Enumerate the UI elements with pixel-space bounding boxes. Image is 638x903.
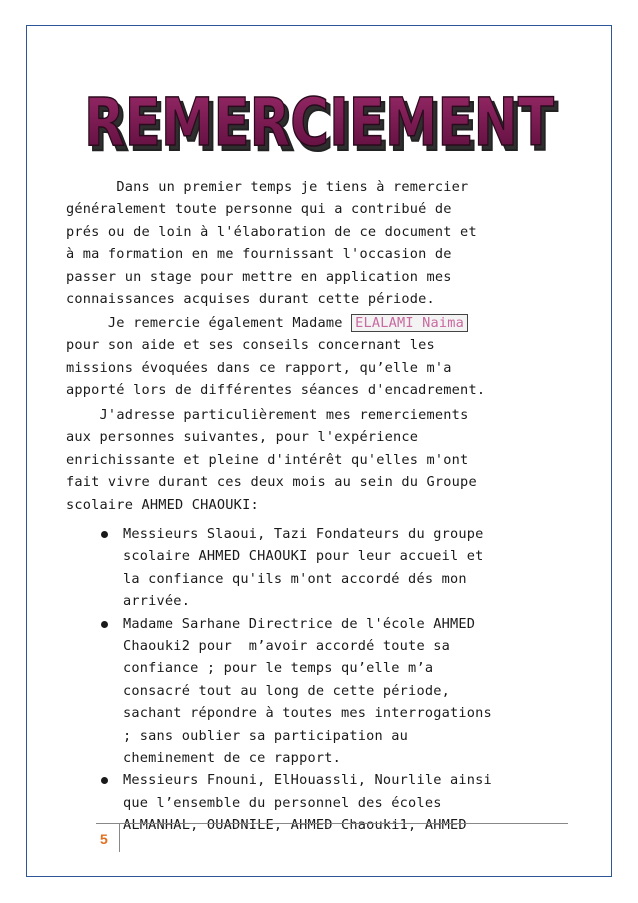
paragraph-supervisor-lead: Je remercie également Madame (66, 315, 352, 331)
list-item-text: Madame Sarhane Directrice de l'école AHMED Chaouki2 pour m’avoir accordé toute sa confiance ; pour le temps qu’elle m’a consacré tout au long de cette période, sachant répondre à toutes mes interrogations ; sans oublier sa participation au cheminement de ce rapport. (123, 615, 492, 767)
title-svg (72, 70, 566, 160)
title-wordart (72, 70, 566, 160)
footer-rule (96, 823, 568, 824)
page-number: 5 (100, 831, 108, 847)
paragraph-supervisor (66, 312, 566, 402)
paragraph-supervisor-rest: pour son aide et ses conseils concernant les missions évoquées dans ce rapport, qu’elle m'a apporté lors de différentes séances d'encadrement. (66, 337, 486, 399)
list-item (96, 613, 566, 770)
title-text: REMERCIEMENT (84, 84, 554, 160)
bullet-icon (101, 621, 108, 628)
thanks-list (96, 523, 566, 837)
page-number-divider (119, 824, 120, 852)
bullet-icon (101, 777, 108, 784)
bullet-icon (101, 531, 108, 538)
supervisor-name-highlight: ELALAMI Naima (351, 314, 468, 332)
paragraph-intro: Dans un premier temps je tiens à remercier généralement toute personne qui a contribué de prés ou de loin à l'élaboration de ce document et à ma formation en me fournissant l'occasion de passer un stage pour mettre en application mes connaissances acquises durant cette période. (66, 179, 477, 308)
title-shadow: REMERCIEMENT (88, 89, 558, 160)
list-item (96, 769, 566, 836)
list-item (96, 523, 566, 613)
list-item-text: Messieurs Slaoui, Tazi Fondateurs du groupe scolaire AHMED CHAOUKI pour leur accueil et la confiance qu'ils m'ont accordé dés mon arrivée. (123, 526, 484, 610)
paragraph-thanks-people: J'adresse particulièrement mes remerciements aux personnes suivantes, pour l'expérience enrichissante et pleine d'intérêt qu'elles m'ont fait vivre durant ces deux mois au sein du Groupe scolaire AHMED CHAOUKI: (66, 407, 477, 513)
list-item-text: Messieurs Fnouni, ElHouassli, Nourlile ainsi que l’ensemble du personnel des écoles ALMANHAL, OUADNILE, AHMED Chaouki1, AHMED (123, 772, 492, 834)
